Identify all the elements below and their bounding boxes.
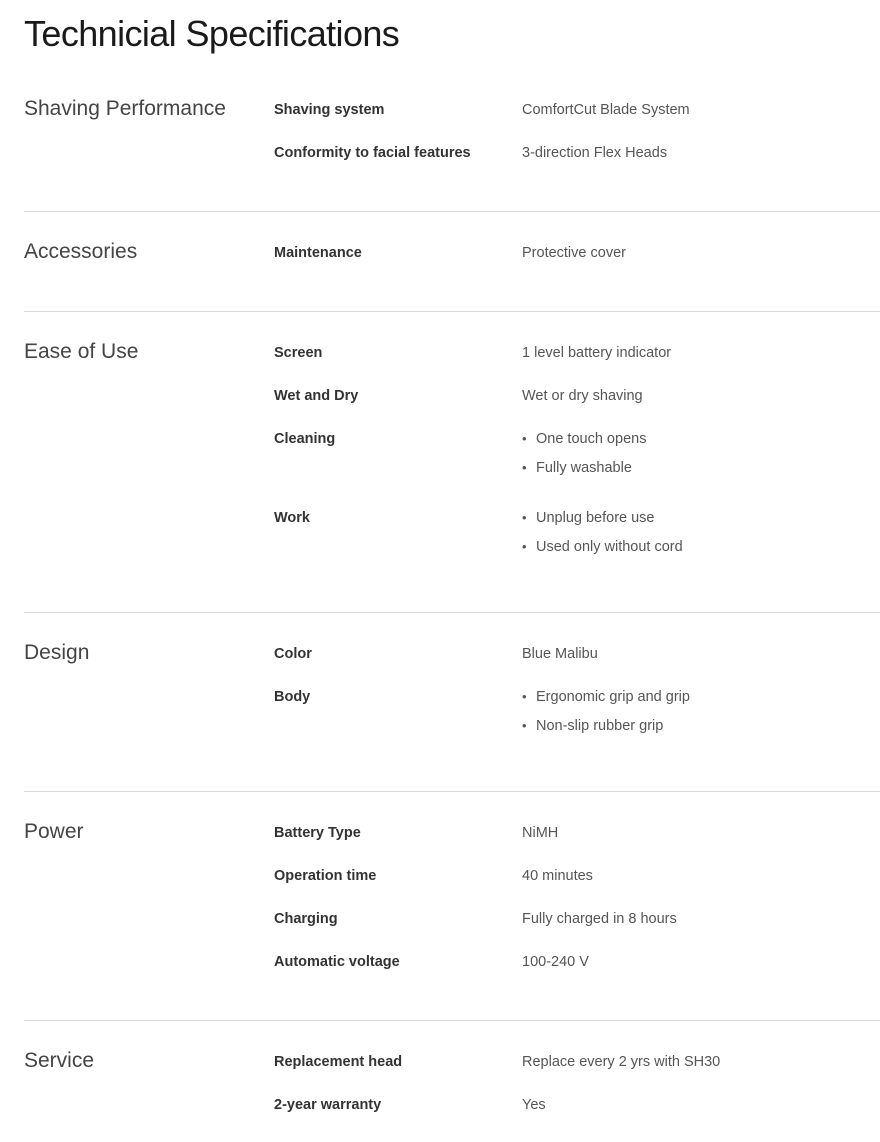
spec-value: 100-240 V <box>522 954 589 970</box>
spec-label: Shaving system <box>274 102 385 118</box>
bullet-text: Used only without cord <box>536 539 683 555</box>
bullet-icon: • <box>522 689 527 704</box>
spec-label: Wet and Dry <box>274 388 359 404</box>
section-title: Ease of Use <box>24 340 139 363</box>
section-divider <box>24 211 880 212</box>
section-title: Accessories <box>24 240 138 263</box>
spec-value: NiMH <box>522 825 559 841</box>
spec-value: Protective cover <box>522 245 626 261</box>
bullet-item <box>522 510 683 539</box>
spec-value: Yes <box>522 1097 546 1113</box>
bullet-item <box>522 460 646 489</box>
spec-label: Work <box>274 510 310 526</box>
section-title: Design <box>24 641 90 664</box>
bullet-icon: • <box>522 460 527 475</box>
section-title: Power <box>24 820 84 843</box>
spec-label: Maintenance <box>274 245 362 261</box>
spec-value: Blue Malibu <box>522 646 598 662</box>
bullet-item <box>522 718 690 747</box>
spec-value: Replace every 2 yrs with SH30 <box>522 1054 721 1070</box>
spec-label: Replacement head <box>274 1054 403 1070</box>
section-title: Service <box>24 1049 95 1072</box>
spec-value: 3-direction Flex Heads <box>522 145 668 161</box>
bullet-item <box>522 539 683 568</box>
bullet-icon: • <box>522 539 527 554</box>
section-title: Shaving Performance <box>24 97 226 120</box>
page-title: Technicial Specifications <box>24 13 400 54</box>
section-divider <box>24 612 880 613</box>
bullet-text: One touch opens <box>536 431 647 447</box>
bullet-text: Unplug before use <box>536 510 655 526</box>
bullet-icon: • <box>522 510 527 525</box>
bullet-item <box>522 431 646 460</box>
spec-label: Battery Type <box>274 825 361 841</box>
bullet-list <box>522 510 683 568</box>
spec-label: Color <box>274 646 312 662</box>
bullet-text: Non-slip rubber grip <box>536 718 664 734</box>
bullet-icon: • <box>522 718 527 733</box>
spec-value: Wet or dry shaving <box>522 388 643 404</box>
bullet-list <box>522 689 690 747</box>
spec-label: Charging <box>274 911 338 927</box>
bullet-list <box>522 431 646 489</box>
spec-value: 1 level battery indicator <box>522 345 672 361</box>
spec-label: Automatic voltage <box>274 954 400 970</box>
section-divider <box>24 311 880 312</box>
spec-label: Operation time <box>274 868 377 884</box>
spec-label: Conformity to facial features <box>274 145 471 161</box>
bullet-item <box>522 689 690 718</box>
spec-value: 40 minutes <box>522 868 593 884</box>
bullet-text: Fully washable <box>536 460 632 476</box>
spec-label: Cleaning <box>274 431 336 447</box>
section-divider <box>24 791 880 792</box>
bullet-text: Ergonomic grip and grip <box>536 689 690 705</box>
section-divider <box>24 1020 880 1021</box>
spec-label: Screen <box>274 345 323 361</box>
spec-value: ComfortCut Blade System <box>522 102 690 118</box>
bullet-icon: • <box>522 431 527 446</box>
spec-label: 2-year warranty <box>274 1097 382 1113</box>
spec-label: Body <box>274 689 311 705</box>
spec-value: Fully charged in 8 hours <box>522 911 677 927</box>
